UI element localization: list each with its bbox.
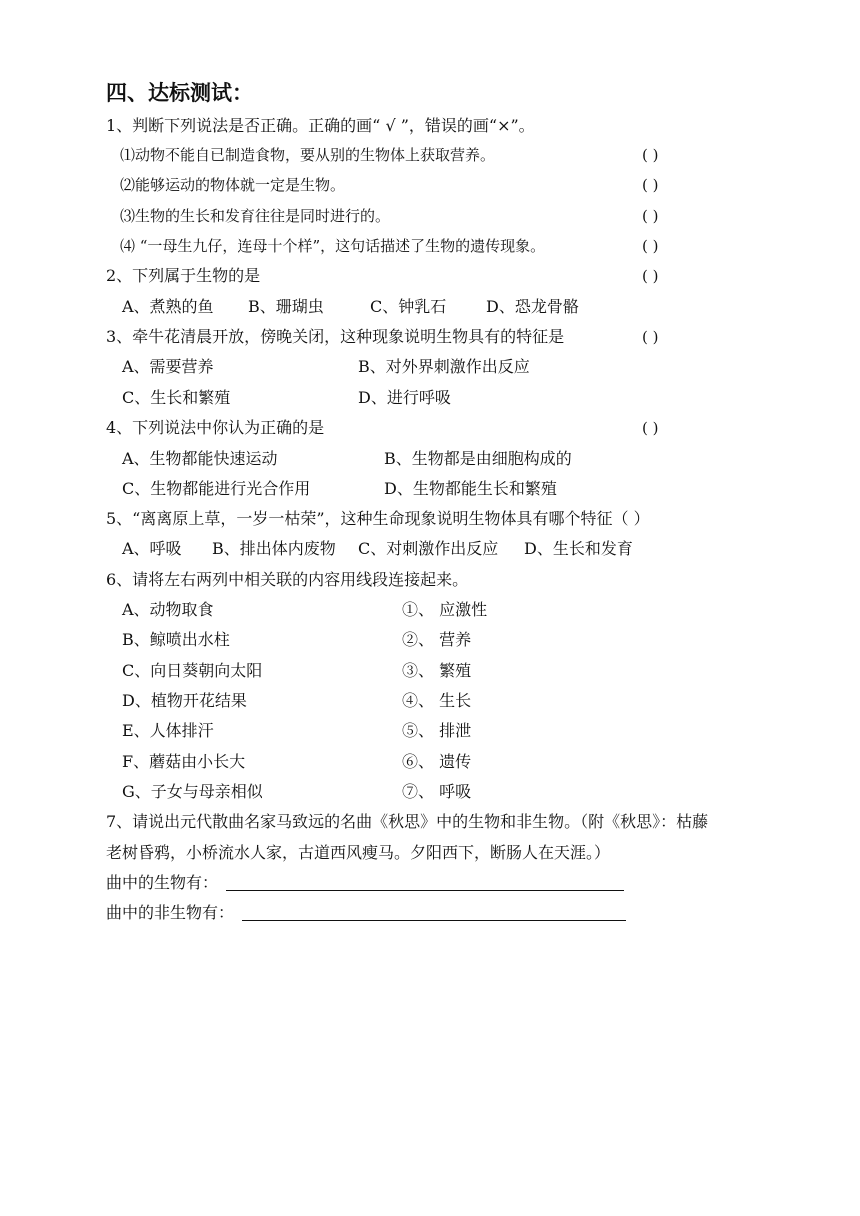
q7-living-label: 曲中的生物有： — [106, 873, 219, 892]
q1-item-2: ⑵能够运动的物体就一定是生物。 — [120, 176, 346, 194]
q6-right-item-4: ④、 生长 — [402, 691, 472, 710]
q6-left-item-d: D、植物开花结果 — [122, 691, 247, 710]
q5-option-d: D、生长和发育 — [524, 539, 633, 558]
q7-nonliving-answer-line[interactable] — [242, 920, 626, 921]
q2-answer-bracket[interactable]: ( ) — [642, 267, 659, 285]
q2-option-b: B、珊瑚虫 — [248, 297, 324, 316]
q1-answer-bracket-2[interactable]: ( ) — [642, 176, 659, 194]
q3-option-d: D、进行呼吸 — [358, 388, 451, 407]
q3-option-b: B、对外界刺激作出反应 — [358, 357, 530, 376]
q6-left-item-e: E、人体排汗 — [122, 721, 214, 740]
q3-option-c: C、生长和繁殖 — [122, 388, 231, 407]
q7-stem-line-1: 7、请说出元代散曲名家马致远的名曲《秋思》中的生物和非生物。（附《秋思》：枯藤 — [106, 812, 709, 831]
q1-answer-bracket-4[interactable]: ( ) — [642, 237, 659, 255]
q1-answer-bracket-3[interactable]: ( ) — [642, 207, 659, 225]
q4-stem: 4、下列说法中你认为正确的是 — [106, 418, 325, 437]
q3-answer-bracket[interactable]: ( ) — [642, 328, 659, 346]
q5-option-c: C、对刺激作出反应 — [358, 539, 499, 558]
q7-stem-line-2: 老树昏鸦，小桥流水人家，古道西风瘦马。夕阳西下，断肠人在天涯。） — [106, 843, 611, 862]
q3-option-a: A、需要营养 — [122, 357, 214, 376]
q4-option-b: B、生物都是由细胞构成的 — [384, 449, 572, 468]
q6-left-item-c: C、向日葵朝向太阳 — [122, 661, 263, 680]
q5-option-a: A、呼吸 — [122, 539, 182, 558]
q6-right-item-5: ⑤、 排泄 — [402, 721, 472, 740]
q6-left-item-f: F、蘑菇由小长大 — [122, 752, 246, 771]
q5-option-b: B、排出体内废物 — [212, 539, 336, 558]
q6-right-item-6: ⑥、 遗传 — [402, 752, 472, 771]
q1-item-3: ⑶生物的生长和发育往往是同时进行的。 — [120, 207, 391, 225]
q2-stem: 2、下列属于生物的是 — [106, 266, 261, 285]
q4-answer-bracket[interactable]: ( ) — [642, 419, 659, 437]
q1-item-4: ⑷ “一母生九仔，连母十个样”，这句话描述了生物的遗传现象。 — [120, 237, 546, 255]
q4-option-a: A、生物都能快速运动 — [122, 449, 278, 468]
section-title: 四、达标测试： — [106, 81, 253, 105]
q6-right-item-1: ①、 应激性 — [402, 600, 488, 619]
q7-living-answer-line[interactable] — [226, 890, 624, 891]
q6-left-item-g: G、子女与母亲相似 — [122, 782, 263, 801]
q1-stem: 1、判断下列说法是否正确。正确的画“ √ ”，错误的画“×”。 — [106, 116, 535, 135]
q6-left-item-b: B、鲸喷出水柱 — [122, 630, 230, 649]
q3-stem: 3、牵牛花清晨开放，傍晚关闭，这种现象说明生物具有的特征是 — [106, 327, 565, 346]
q6-right-item-3: ③、 繁殖 — [402, 661, 472, 680]
q1-answer-bracket-1[interactable]: ( ) — [642, 146, 659, 164]
q2-option-c: C、钟乳石 — [370, 297, 447, 316]
q6-left-item-a: A、动物取食 — [122, 600, 214, 619]
q4-option-d: D、生物都能生长和繁殖 — [384, 479, 557, 498]
q2-option-d: D、恐龙骨骼 — [486, 297, 579, 316]
q4-option-c: C、生物都能进行光合作用 — [122, 479, 311, 498]
q5-stem: 5、“离离原上草，一岁一枯荣”，这种生命现象说明生物体具有哪个特征（ ） — [106, 509, 650, 528]
q1-item-1: ⑴动物不能自已制造食物，要从别的生物体上获取营养。 — [120, 146, 496, 164]
q2-option-a: A、煮熟的鱼 — [122, 297, 214, 316]
q7-nonliving-label: 曲中的非生物有： — [106, 903, 235, 922]
q6-right-item-7: ⑦、 呼吸 — [402, 782, 472, 801]
q6-stem: 6、请将左右两列中相关联的内容用线段连接起来。 — [106, 570, 469, 589]
q6-right-item-2: ②、 营养 — [402, 630, 472, 649]
